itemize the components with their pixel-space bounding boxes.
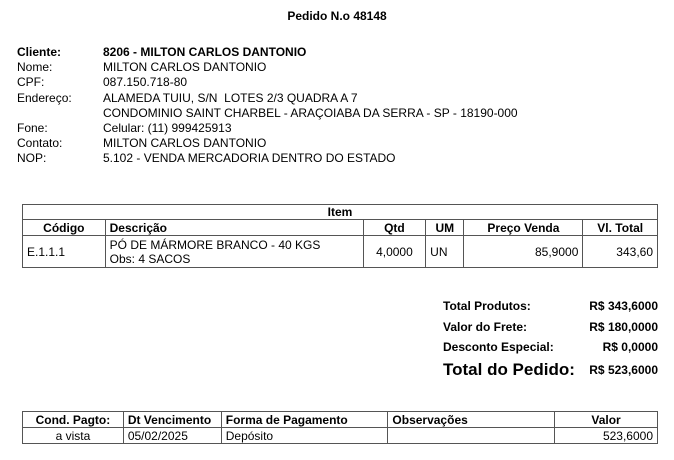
cliente-label: Cliente: bbox=[17, 45, 62, 59]
contato-label: Contato: bbox=[17, 136, 63, 150]
item-obs: Obs: 4 SACOS bbox=[109, 251, 191, 266]
total-pedido-label: Total do Pedido: bbox=[443, 360, 575, 379]
nome-label: Nome: bbox=[17, 60, 53, 74]
nop-label: NOP: bbox=[17, 151, 47, 165]
pay-obs bbox=[388, 428, 555, 444]
endereco-label: Endereço: bbox=[17, 91, 72, 105]
col-qtd: Qtd bbox=[363, 220, 425, 236]
col-codigo: Código bbox=[23, 220, 106, 236]
payment-table bbox=[22, 411, 658, 444]
col-cond-pagto: Cond. Pagto: bbox=[23, 412, 124, 428]
col-total: Vl. Total bbox=[583, 220, 658, 236]
fone-value: Celular: (11) 999425913 bbox=[103, 121, 232, 135]
item-preco: 85,9000 bbox=[464, 236, 583, 268]
desconto-label: Desconto Especial: bbox=[443, 340, 554, 354]
valor-frete-label: Valor do Frete: bbox=[443, 320, 528, 334]
pay-forma: Depósito bbox=[221, 428, 388, 444]
col-descricao: Descrição bbox=[105, 220, 363, 236]
table-row bbox=[23, 428, 658, 444]
col-valor: Valor bbox=[555, 412, 658, 428]
item-codigo: E.1.1.1 bbox=[23, 236, 106, 268]
fone-label: Fone: bbox=[17, 121, 48, 135]
col-forma-pagamento: Forma de Pagamento bbox=[221, 412, 388, 428]
col-um: UM bbox=[426, 220, 464, 236]
order-title: Pedido N.o 48148 bbox=[287, 9, 387, 23]
nome-value: MILTON CARLOS DANTONIO bbox=[103, 60, 267, 74]
pay-cond: a vista bbox=[23, 428, 124, 444]
endereco-line1: ALAMEDA TUIU, S/N LOTES 2/3 QUADRA A 7 bbox=[103, 91, 358, 105]
desconto-value: R$ 0,0000 bbox=[602, 340, 658, 354]
total-produtos-label: Total Produtos: bbox=[443, 299, 531, 313]
col-dt-vencimento: Dt Vencimento bbox=[123, 412, 221, 428]
valor-frete-value: R$ 180,0000 bbox=[589, 320, 658, 334]
pay-vencimento: 05/02/2025 bbox=[123, 428, 221, 444]
table-row bbox=[23, 236, 658, 268]
cliente-value: 8206 - MILTON CARLOS DANTONIO bbox=[103, 45, 307, 59]
item-total: 343,60 bbox=[583, 236, 658, 268]
col-observacoes: Observações bbox=[388, 412, 555, 428]
nop-value: 5.102 - VENDA MERCADORIA DENTRO DO ESTADO bbox=[103, 151, 396, 165]
item-descricao-cell bbox=[105, 236, 363, 268]
items-caption: Item bbox=[23, 205, 658, 220]
endereco-line2: CONDOMINIO SAINT CHARBEL - ARAÇOIABA DA SERRA - SP - 18190-000 bbox=[103, 106, 518, 120]
total-produtos-value: R$ 343,6000 bbox=[589, 299, 658, 313]
pay-valor: 523,6000 bbox=[555, 428, 658, 444]
item-qtd: 4,0000 bbox=[363, 236, 425, 268]
contato-value: MILTON CARLOS DANTONIO bbox=[103, 136, 267, 150]
item-um: UN bbox=[426, 236, 464, 268]
item-descricao: PÓ DE MÁRMORE BRANCO - 40 KGS bbox=[109, 237, 321, 252]
items-table bbox=[22, 204, 658, 268]
cpf-label: CPF: bbox=[17, 75, 45, 89]
cpf-value: 087.150.718-80 bbox=[103, 75, 188, 89]
total-pedido-value: R$ 523,6000 bbox=[589, 363, 658, 377]
col-preco: Preço Venda bbox=[464, 220, 583, 236]
